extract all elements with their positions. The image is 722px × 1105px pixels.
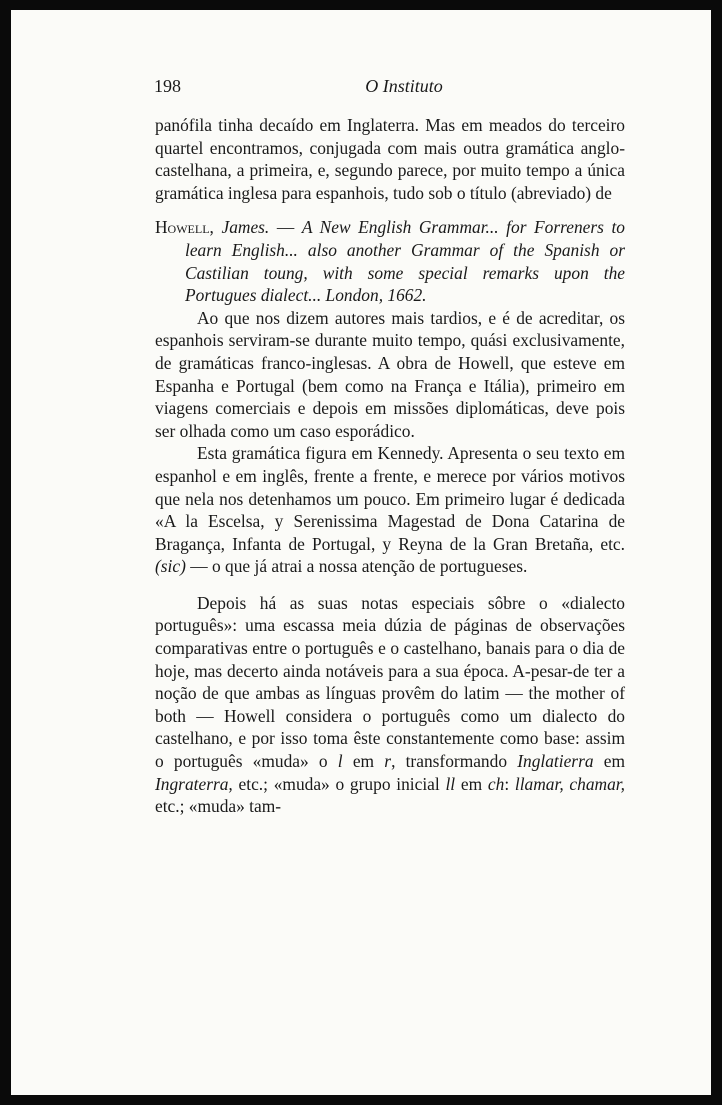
p4-italic: Inglatierra	[517, 751, 594, 772]
bibliographic-reference	[155, 216, 625, 306]
ref-author-surname: Howell,	[155, 217, 214, 238]
p4-text: :	[504, 773, 515, 794]
p4-text: Depois há as suas notas especiais sôbre o «dialecto português»: uma escassa meia dúzia de páginas de observações comparativas entre o português e o castelhano, banais para o dia de hoje, mas decerto ainda notáveis para a sua época. A-pesar-de ter a noção de que ambas as línguas provêm do latim — the mother of both — Howell considera o português como um dialecto do castelhano, e por isso toma êste constantemente como base: assim o português «muda» o	[155, 592, 625, 772]
p4-italic: ll	[445, 773, 456, 794]
p4-italic: Ingraterra,	[155, 773, 233, 794]
p4-italic: l	[337, 751, 343, 772]
running-title: O Instituto	[365, 76, 443, 96]
paragraph-2: Ao que nos dizem autores mais tardios, e é de acreditar, os espanhois serviram-se durante muito tempo, quási exclusivamente, de gramáticas franco-inglesas. A obra de Howell, que esteve em Espanha e Portugal (bem como na França e Itália), primeiro em viagens comerciais e depois em missões diplomáticas, deve pois ser olhada como um caso esporádico.	[155, 307, 625, 441]
p4-italic: r	[384, 751, 392, 772]
p3-text-b: — o que já atrai a nossa atenção de portugueses.	[185, 556, 528, 577]
paragraph-3	[155, 442, 625, 578]
page-header	[154, 76, 624, 100]
ref-title: A New English Grammar... for Forreners to learn English... also another Grammar of the Spanish or Castilian toung, with some special remarks upon the Portugues dialect... London, 1662.	[185, 217, 625, 306]
ref-author-first: James.	[221, 217, 270, 238]
p4-text: em	[593, 751, 625, 772]
p4-text: etc.; «muda» tam-	[155, 796, 282, 817]
book-page	[11, 10, 711, 1095]
p4-text: em	[455, 773, 488, 794]
p4-italic: llamar, chamar,	[514, 773, 625, 794]
ref-dash: —	[269, 217, 302, 238]
p4-text: , transformando	[391, 751, 518, 772]
paragraph-4	[155, 592, 625, 818]
p4-text: etc.; «muda» o grupo inicial	[232, 773, 446, 794]
p3-sic: (sic)	[155, 556, 186, 577]
p3-text-a: Esta gramática figura em Kennedy. Apresenta o seu texto em espanhol e em inglês, frente a frente, e merece por vários motivos que nela nos detenhamos um pouco. Em primeiro lugar é dedicada «A la Escelsa, y Serenissima Magestad de Dona Catarina de Bragança, Infanta de Portugal, y Reyna de la Gran Bretaña, etc.	[155, 443, 625, 554]
body-text	[155, 114, 625, 818]
p4-italic: ch	[487, 773, 505, 794]
page-number: 198	[154, 76, 181, 96]
p4-text: em	[342, 751, 385, 772]
paragraph-1: panófila tinha decaído em Inglaterra. Mas em meados do terceiro quartel encontramos, conjugada com mais outra gramática anglo-castelhana, a primeira, e, segundo parece, por muito tempo a única gramática inglesa para espanhois, tudo sob o título (abreviado) de	[155, 115, 625, 203]
